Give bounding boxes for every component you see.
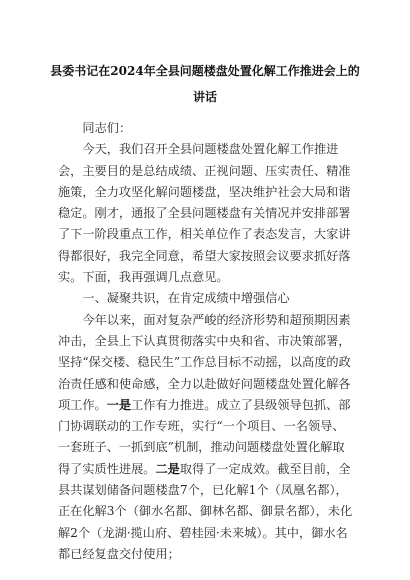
point-two-label: 二是 [155,461,180,476]
point-two-text: 取得了一定成效。截至目前，全县共谋划储备问题楼盘7个，已化解1个（凤凰名都），正在化解3个（御水名都、御林名都、御景名都），未化解2个（龙湖·揽山府、碧桂园·未来城）。其中，御水名都已经复盘交付使用； [58,461,353,561]
section-heading-1: 一、凝聚共识，在肯定成绩中增强信心 [82,291,290,306]
document-title [0,58,410,110]
point-one-text: 工作有力推进。成立了县级领导包抓、部门协调联动的工作专班，实行“一个项目、一名领导、一套班子、一抓到底”机制，推动问题楼盘处置化解取得了实质性进展。 [58,397,351,476]
title-line-1: 县委书记在2024年全县问题楼盘处置化解工作推进会上的 [50,64,360,78]
document-body [58,118,356,565]
salutation: 同志们： [82,121,132,135]
paragraph-intro: 今天，我们召开全县问题楼盘处置化解工作推进会，主要目的是总结成绩、正视问题、压实责任、精准施策，全力攻坚化解问题楼盘，坚决维护社会大局和谐稳定。刚才，通报了全县问题楼盘有关情况并安排部署了下一阶段重点工作，相关单位作了表态发言，大家讲得都很好，我完全同意，希望大家按照会议要求抓好落实。下面，我再强调几点意见。 [58,142,351,285]
achievements-intro: 今年以来，面对复杂严峻的经济形势和超预期因素冲击，全县上下认真贯彻落实中央和省、市决策部署，坚持“保交楼、稳民生”工作总目标不动摇，以高度的政治责任感和使命感，全力以赴做好问题楼盘处置化解各项工作。 [58,312,351,412]
title-line-2: 讲话 [192,90,217,104]
point-one-label: 一是 [106,397,132,412]
paragraph-achievements [58,310,356,566]
